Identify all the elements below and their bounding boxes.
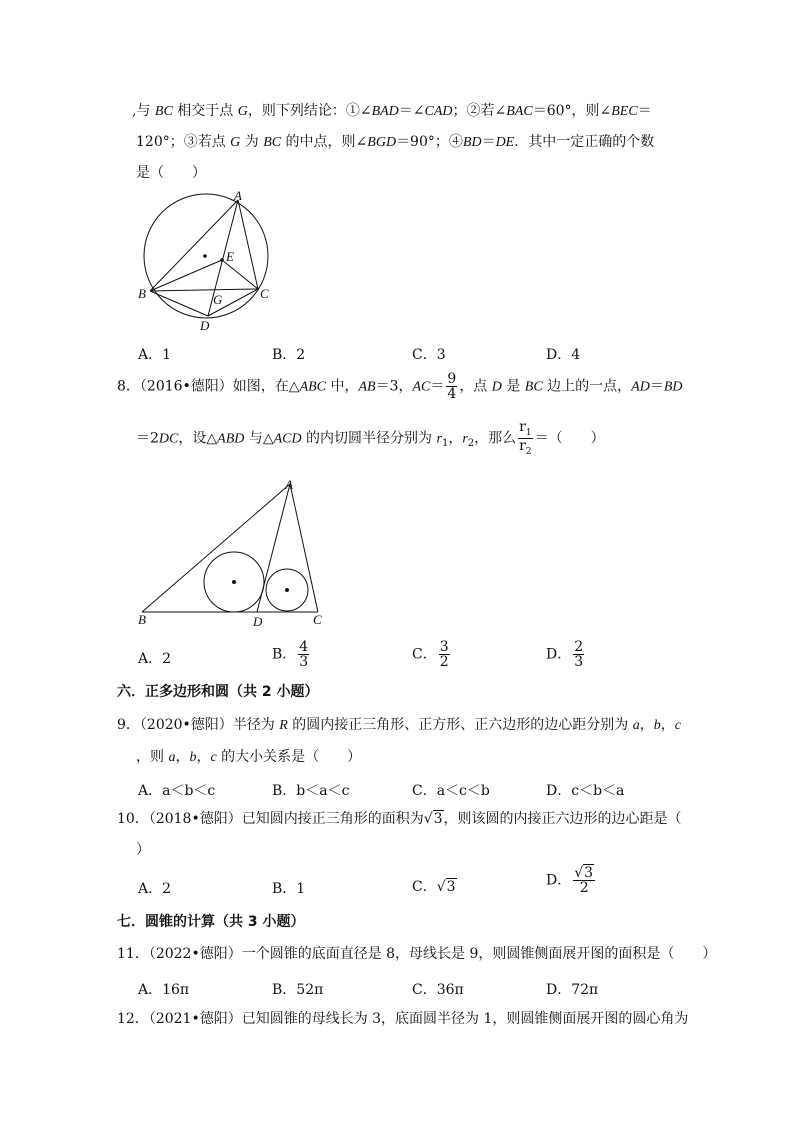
q9-option-c[interactable]: C．a＜c＜b [412, 783, 490, 799]
q8-line2: ＝2DC，设△ABD 与△ACD 的内切圆半径分别为 $r_1$，$r_2$，那么 $\frac{r_1}{r_2}$ ＝（ ） [136, 419, 605, 457]
q7-line2: 120°；③若点 G 为 BC 的中点，则∠BGD＝90°；④BD＝DE．其中一定正确的个数 [136, 134, 655, 150]
q8-option-b[interactable]: B． $\frac{4}{3}$ [272, 639, 309, 670]
q8-option-c[interactable]: C． $\frac{3}{2}$ [412, 639, 449, 670]
q9-option-b[interactable]: B．b＜a＜c [272, 783, 350, 799]
q12-line1: 12．（2021•德阳）已知圆锥的母线长为 3，底面圆半径为 1，则圆锥侧面展开图的圆心角为 [117, 1011, 689, 1027]
label-a: A [285, 477, 293, 492]
q9-line1: 9．（2020•德阳）半径为 R 的圆内接正三角形、正方形、正六边形的边心距分别为 a，b，c [117, 717, 681, 733]
label-a: A [234, 188, 242, 203]
q11-option-a[interactable]: A．16π [138, 982, 190, 998]
q11-option-c[interactable]: C．36π [412, 982, 464, 998]
label-c: C [313, 612, 322, 627]
q7-option-b[interactable]: B．2 [272, 347, 306, 363]
sqrt-3: √3 [423, 811, 443, 827]
label-g: G [213, 292, 223, 307]
q8-line1: 8．（2016•德阳）如图，在△ABC 中，AB＝3，AC＝ $\frac{9}{4}$ ，点 D 是 BC 边上的一点，AD＝BD [117, 371, 683, 402]
fraction-9-4: $\frac{9}{4}$ [447, 371, 457, 402]
label-b: B [138, 612, 146, 627]
q9-option-a[interactable]: A．a＜b＜c [138, 783, 216, 799]
q9-line2: ，则 a，b，c 的大小关系是（ ） [136, 749, 362, 765]
q7-option-d[interactable]: D．4 [546, 347, 581, 363]
q7-option-a[interactable]: A．1 [138, 347, 172, 363]
q7-line3: 是（ ） [136, 165, 206, 181]
q7-option-c[interactable]: C．3 [412, 347, 446, 363]
q8-option-d[interactable]: D． $\frac{2}{3}$ [546, 639, 584, 670]
q11-option-b[interactable]: B．52π [272, 982, 324, 998]
q8-figure [130, 472, 340, 632]
q10-option-b[interactable]: B．1 [272, 881, 306, 897]
q11-line1: 11．（2022•德阳）一个圆锥的底面直径是 8，母线长是 9，则圆锥侧面展开图的面积是（ ） [117, 946, 717, 962]
q10-option-d[interactable]: D． $\frac{√3}{2}$ [546, 865, 594, 896]
center-dot [203, 254, 207, 258]
label-b: B [138, 286, 146, 301]
q9-option-d[interactable]: D．c＜b＜a [546, 783, 625, 799]
q10-line2: ） [136, 842, 150, 858]
q10-option-c[interactable]: C．√3 [412, 879, 456, 895]
label-d: D [200, 318, 210, 333]
section-6-heading: 六．正多边形和圆（共 2 小题） [117, 684, 319, 700]
label-e: E [226, 249, 234, 264]
q10-line1: 10．（2018•德阳）已知圆内接正三角形的面积为√3，则该圆的内接正六边形的边心距是（ [117, 811, 682, 827]
q7-line1: ,与 BC 相交于点 G，则下列结论：①∠BAD＝∠CAD；②若∠BAC＝60°，则∠BEC＝ [132, 103, 652, 119]
q7-figure [130, 188, 290, 338]
q10-option-a[interactable]: A．2 [138, 881, 172, 897]
q8-option-a[interactable]: A．2 [138, 651, 172, 667]
label-c: C [260, 286, 269, 301]
q11-option-d[interactable]: D．72π [546, 982, 599, 998]
section-7-heading: 七．圆锥的计算（共 3 小题） [117, 914, 305, 930]
ratio-r1-r2: $\frac{r_1}{r_2}$ [519, 419, 532, 457]
label-d: D [253, 614, 263, 629]
point-e-dot [220, 258, 224, 262]
